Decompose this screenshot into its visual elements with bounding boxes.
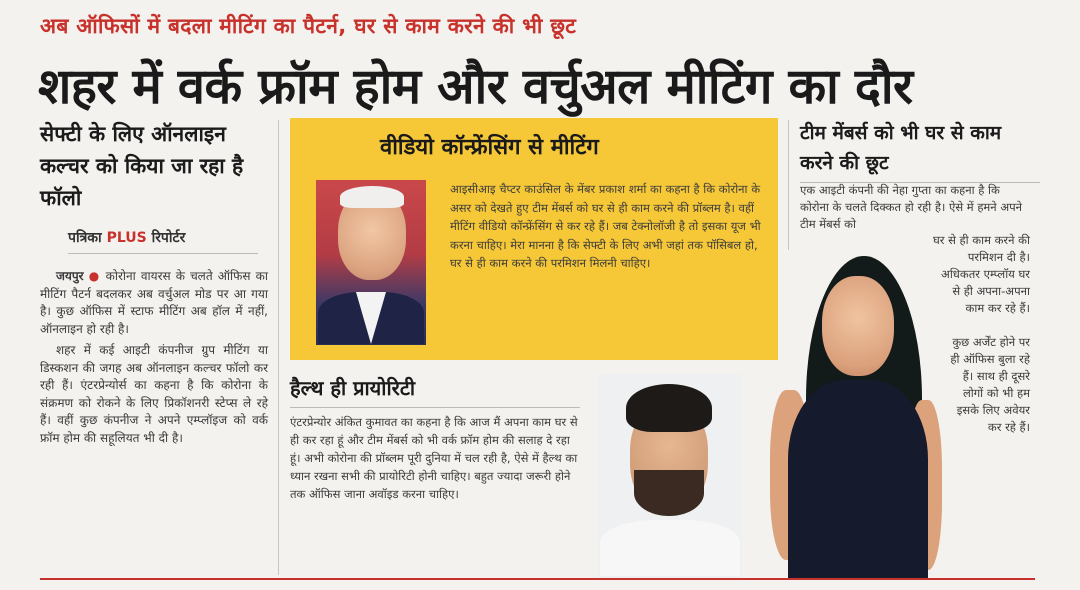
byline-plus: PLUS (106, 230, 147, 246)
mid-subheadline: हैल्थ ही प्रायोरिटी (290, 374, 580, 408)
photo-man-hair (626, 384, 712, 432)
right-column-top-text: एक आइटी कंपनी की नेहा गुप्ता का कहना है कि कोरोना के चलते दिक्कत हो रही है। ऐसे में हमने अपने टीम मेंबर्स को (800, 183, 1023, 231)
photo-woman-dress (788, 380, 928, 578)
left-paragraph-1 (40, 268, 268, 338)
dateline-dot-icon: ● (88, 269, 101, 283)
photo-woman-face (822, 276, 894, 376)
left-paragraph-2: शहर में कई आइटी कंपनीज ग्रुप मीटिंग या डिस्कशन की जगह अब ऑनलाइन कल्चर फॉलो कर रही हैं। एंटरप्रेन्योर्स का कहना है कि कोरोना के संक्रमण को रोकने के लिए प्रिकॉशनरी स्टेप्स ले रहे हैं। वहीं कुछ कंपनीज ने अपने एम्प्लॉइज को वर्क फ्रॉम होम की सहूलियत भी दी है। (40, 343, 268, 445)
right-subheadline: टीम मेंबर्स को भी घर से काम करने की छूट (800, 118, 1040, 183)
quote-box-heading: वीडियो कॉन्फ्रेंसिंग से मीटिंग (380, 135, 599, 160)
byline (68, 228, 258, 254)
mid-article-text: एंटरप्रेन्योर अंकित कुमावत का कहना है कि आज मैं अपना काम घर से ही कर रहा हूं और टीम मेंबर्स को भी वर्क फ्रॉम होम की सलाह दे रहा हूं। अभी कोरोना की प्रॉब्लम पूरी दुनिया में चल रही है, ऐसे में हैल्थ का ध्यान रखना सभी की प्रायोरिटी होनी चाहिए। बहुत ज्यादा जरूरी होने तक ऑफिस जाना अवॉइड करना चाहिए। (290, 415, 578, 501)
byline-brand: पत्रिका (68, 230, 102, 246)
portrait-hair (340, 186, 404, 208)
right-column-narrow-text-2: कुछ अर्जेंट होने पर ही ऑफिस बुला रहे हैं। साथ ही दूसरे लोगों को भी हम इसके लिए अवेयर कर रहे हैं। (950, 335, 1030, 434)
quote-box-text: आइसीआइ चैप्टर काउंसिल के मेंबर प्रकाश शर्मा का कहना है कि कोरोना के असर को देखते हुए टीम मेंबर्स को घर से ही काम करने की प्रॉब्लम है। वहीं मीटिंग वीडियो कॉन्फ्रेंसिंग से कर रहे हैं। जब टेक्नोलॉजी है तो इसका यूज भी करना चाहिए। मेरा मानना है कि सेफ्टी के लिए अभी जहां तक पॉसिबल हो, घर से ही काम करने की परमिशन मिलनी चाहिए। (450, 182, 761, 270)
left-subheadline: सेफ्टी के लिए ऑनलाइन कल्चर को किया जा रहा है फॉलो (40, 122, 244, 210)
right-column-narrow-text: घर से ही काम करने की परमिशन दी है। अधिकतर एम्प्लॉय घर से ही अपना-अपना काम कर रहे हैं। (932, 233, 1030, 315)
left-paragraph-1-text: कोरोना वायरस के चलते ऑफिस का मीटिंग पैटर्न बदलकर अब वर्चुअल मोड पर आ गया है। कुछ ऑफिस में स्टाफ मीटिंग अब हॉल में नहीं, ऑनलाइन हो रही है। (40, 269, 268, 336)
byline-role: रिपोर्टर (151, 230, 186, 246)
left-article-column (40, 268, 268, 451)
photo-man-beard-shape (634, 470, 704, 516)
headline: शहर में वर्क फ्रॉम होम और वर्चुअल मीटिंग का दौर (38, 58, 913, 115)
column-divider (788, 120, 789, 250)
kicker: अब ऑफिसों में बदला मीटिंग का पैटर्न, घर से काम करने की भी छूट (40, 14, 577, 38)
bottom-rule (40, 578, 1035, 580)
photo-man-shirt (600, 520, 740, 576)
column-divider (278, 120, 279, 575)
dateline: जयपुर (56, 269, 84, 283)
